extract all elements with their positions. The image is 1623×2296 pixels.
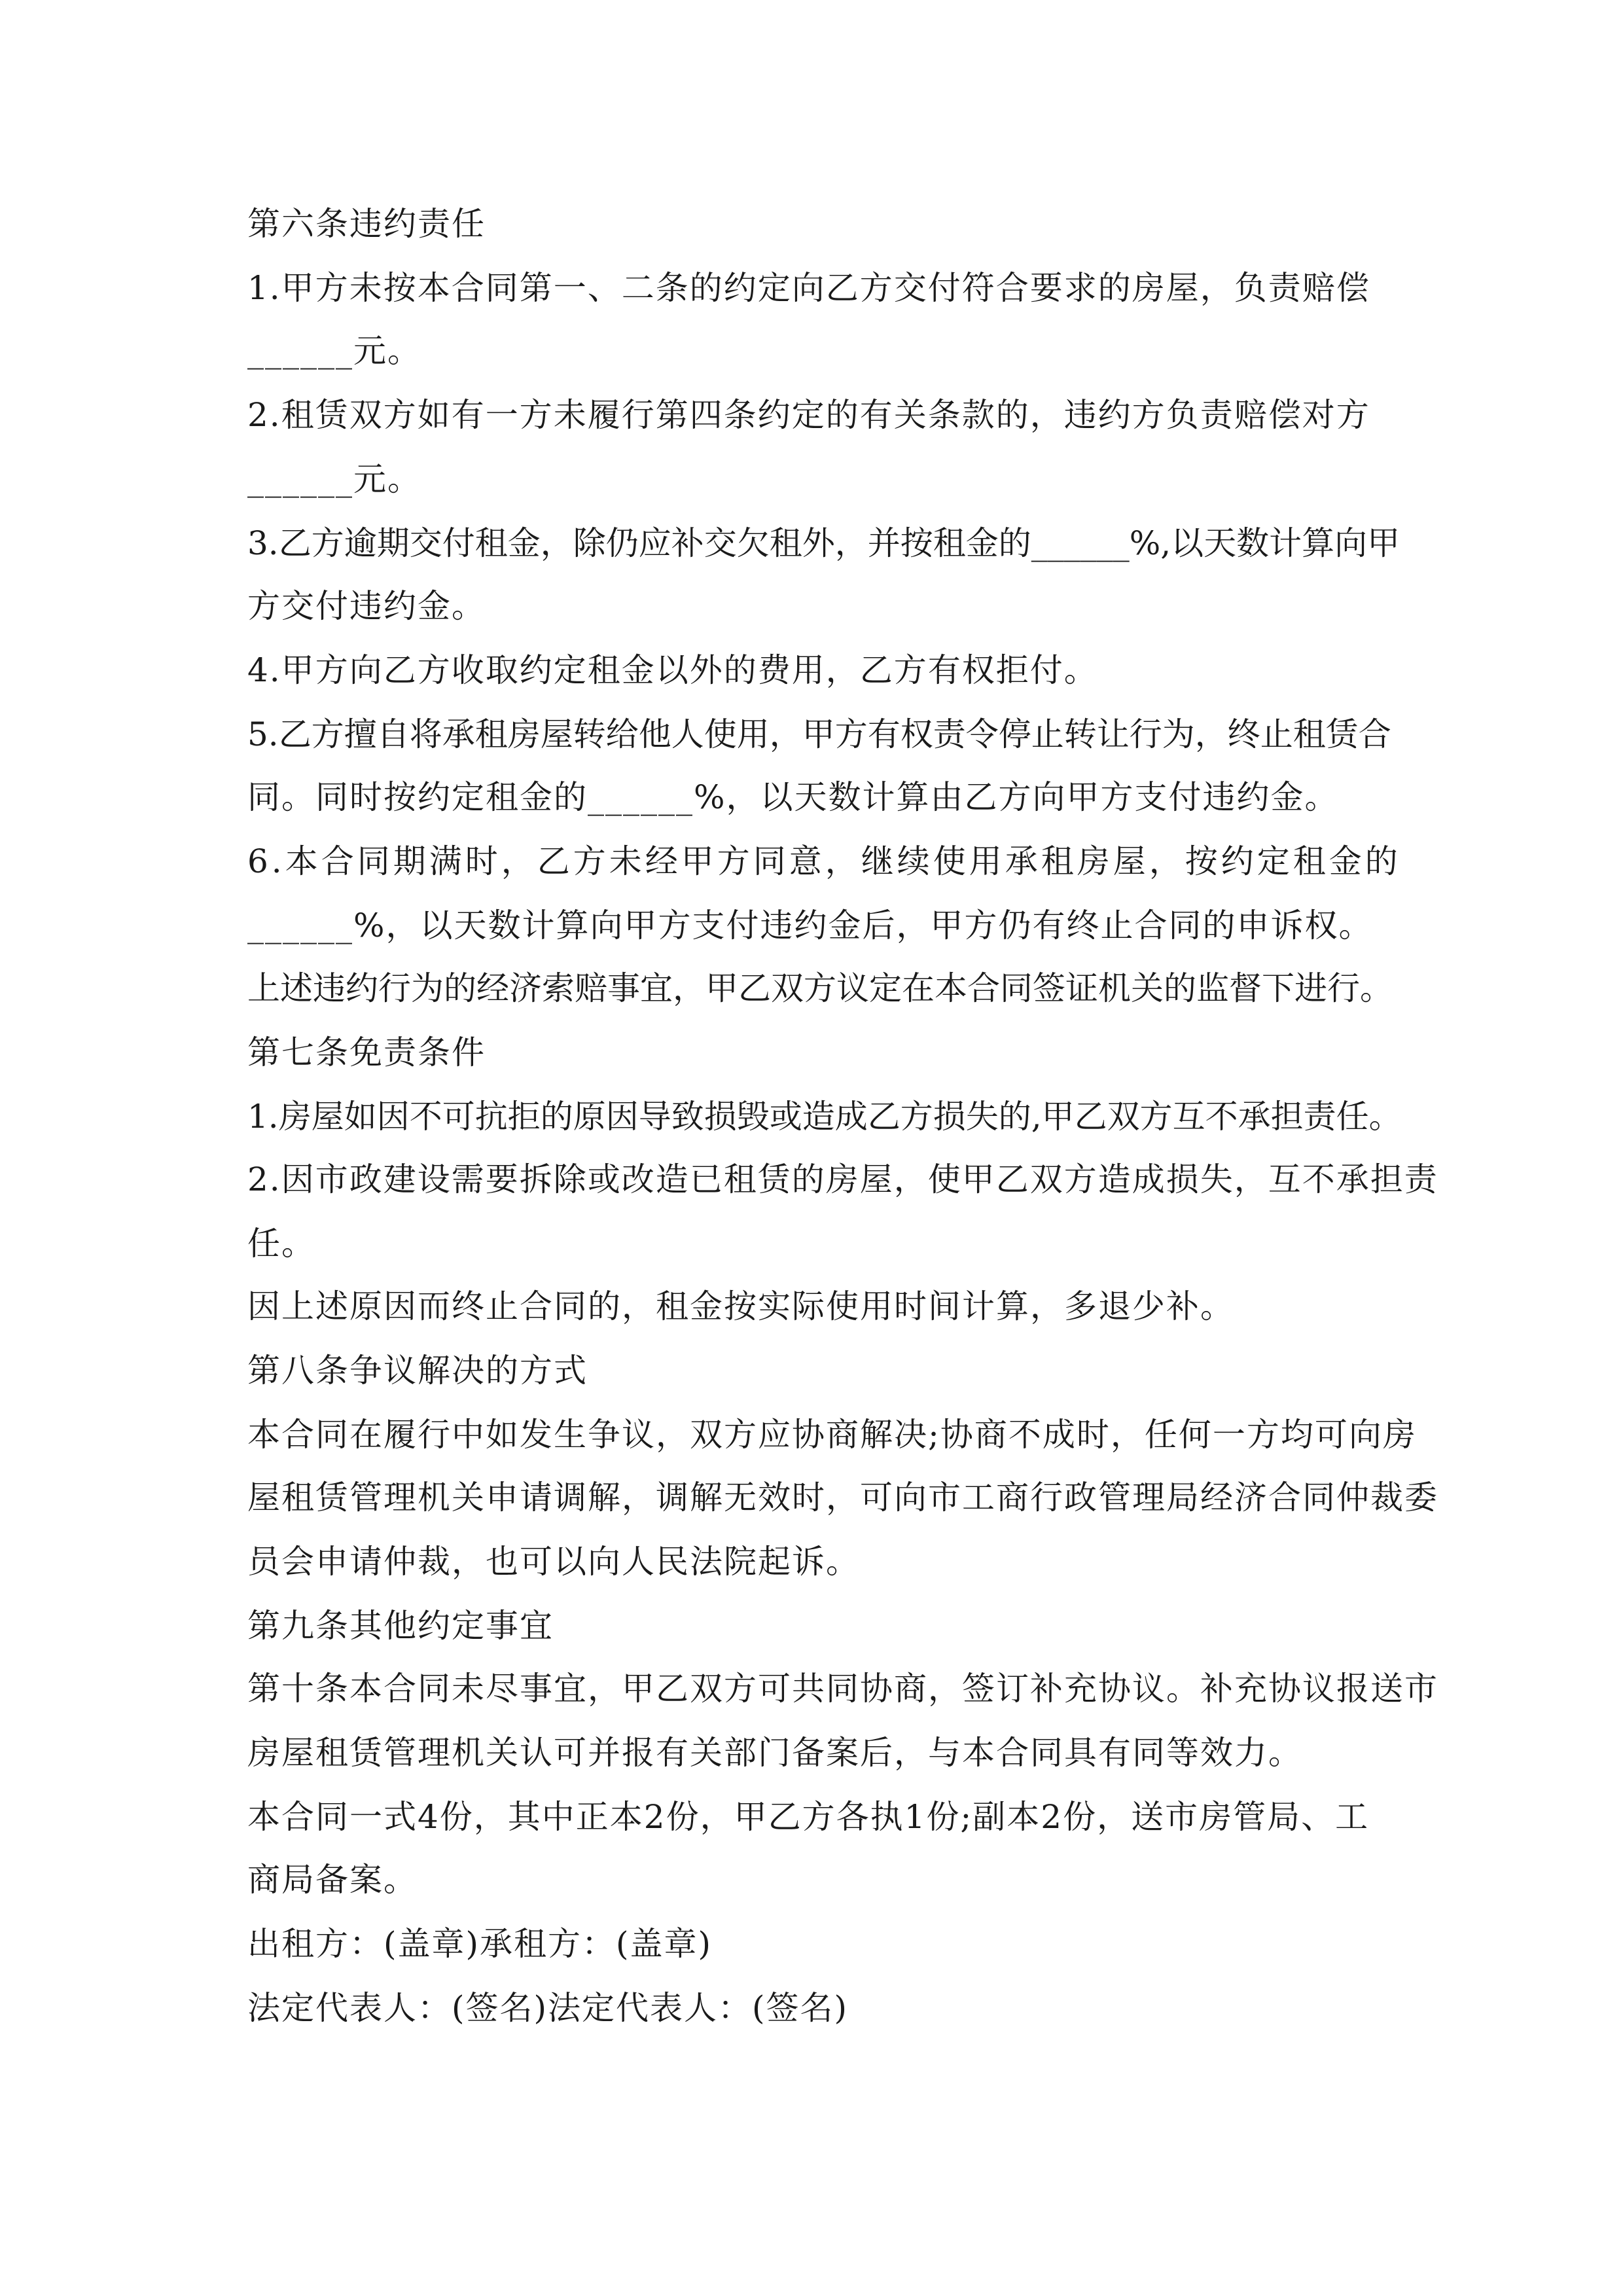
copies-clause-line-2: 商局备案。 [247, 1861, 418, 1899]
article-8-text-line-3: 员会申请仲裁，也可以向人民法院起诉。 [247, 1543, 860, 1581]
article-8-heading: 第八条争议解决的方式 [247, 1352, 588, 1390]
article-6-heading: 第六条违约责任 [247, 205, 486, 243]
article-7-summary: 因上述原因而终止合同的，租金按实际使用时间计算，多退少补。 [247, 1287, 1234, 1325]
signature-representatives: 法定代表人：(签名)法定代表人：(签名) [247, 1989, 849, 2027]
article-10-line-2: 房屋租赁管理机关认可并报有关部门备案后，与本合同具有同等效力。 [247, 1734, 1302, 1772]
copies-clause-line-1: 本合同一式4份，其中正本2份，甲乙方各执1份;副本2份，送市房管局、工 [247, 1798, 1370, 1836]
signature-parties: 出租方：(盖章)承租方：(盖章) [247, 1925, 713, 1963]
clause-6-6-line-1: 6.本合同期满时，乙方未经甲方同意，继续使用承租房屋，按约定租金的 [247, 842, 1401, 880]
clause-6-1-line-2: ______元。 [247, 332, 421, 370]
clause-6-4: 4.甲方向乙方收取约定租金以外的费用，乙方有权拒付。 [247, 651, 1098, 689]
clause-6-2-line-1: 2.租赁双方如有一方未履行第四条约定的有关条款的，违约方负责赔偿对方 [247, 396, 1370, 434]
clause-6-1-line-1: 1.甲方未按本合同第一、二条的约定向乙方交付符合要求的房屋，负责赔偿 [247, 269, 1370, 307]
article-8-text-line-1: 本合同在履行中如发生争议，双方应协商解决;协商不成时，任何一方均可向房 [247, 1416, 1417, 1454]
article-9-heading: 第九条其他约定事宜 [247, 1607, 554, 1645]
clause-6-6-line-2: ______%，以天数计算向甲方支付违约金后，甲方仍有终止合同的申诉权。 [247, 906, 1373, 944]
article-7-heading: 第七条免责条件 [247, 1033, 486, 1071]
clause-6-5-line-1: 5.乙方擅自将承租房屋转给他人使用，甲方有权责令停止转让行为，终止租赁合 [247, 715, 1391, 753]
clause-6-3-line-1: 3.乙方逾期交付租金，除仍应补交欠租外，并按租金的______%,以天数计算向甲 [247, 524, 1400, 562]
clause-7-2-line-1: 2.因市政建设需要拆除或改造已租赁的房屋，使甲乙双方造成损失，互不承担责 [247, 1160, 1438, 1198]
clause-6-2-line-2: ______元。 [247, 460, 421, 498]
article-10-line-1: 第十条本合同未尽事宜，甲乙双方可共同协商，签订补充协议。补充协议报送市 [247, 1670, 1438, 1708]
clause-7-1: 1.房屋如因不可抗拒的原因导致损毁或造成乙方损失的,甲乙双方互不承担责任。 [247, 1098, 1402, 1136]
article-8-text-line-2: 屋租赁管理机关申请调解，调解无效时，可向市工商行政管理局经济合同仲裁委 [247, 1479, 1438, 1516]
article-6-summary: 上述违约行为的经济索赔事宜，甲乙双方议定在本合同签证机关的监督下进行。 [247, 969, 1393, 1007]
clause-6-5-line-2: 同。同时按约定租金的______%，以天数计算由乙方向甲方支付违约金。 [247, 778, 1339, 816]
clause-7-2-line-2: 任。 [247, 1225, 315, 1263]
clause-6-3-line-2: 方交付违约金。 [247, 587, 486, 625]
